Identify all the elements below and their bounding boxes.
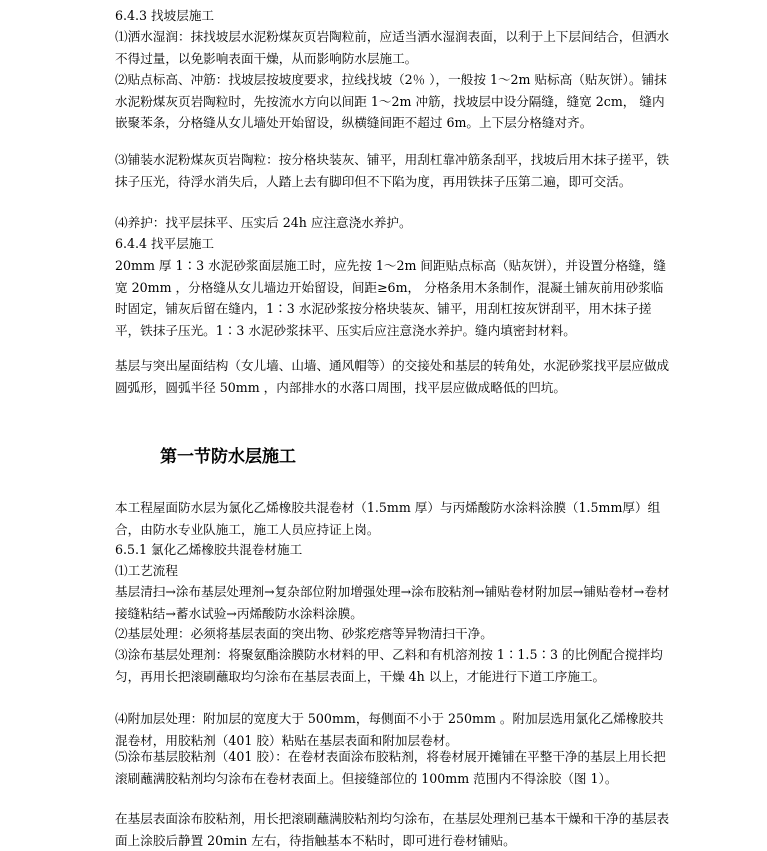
paragraph-curing: ⑷养护：找平层抹平、压实后 24h 应注意浇水养护。: [115, 215, 412, 230]
paragraph-primer: ⑶涂布基层处理剂：将聚氨酯涂膜防水材料的甲、乙料和有机溶剂按 1∶1.5∶3 的比例配合搅拌均匀，再用长把滚刷蘸取均匀涂布在基层表面上，干燥 4h 以上，才能进行下道工序施工。: [115, 647, 663, 684]
chapter-title: 第一节防水层施工: [160, 447, 296, 467]
process-flow-body: 基层清扫→涂布基层处理剂→复杂部位附加增强处理→涂布胶粘剂→铺贴卷材附加层→铺贴卷材→卷材接缝粘结→蓄水试验→丙烯酸防水涂料涂膜。: [115, 584, 670, 621]
paragraph-base-adhesive: 在基层表面涂布胶粘剂，用长把滚刷蘸满胶粘剂均匀涂布，在基层处理剂已基本干燥和干净的基层表面上涂胶后静置 20min 左右，待指触基本不粘时，即可进行卷材铺贴。: [115, 811, 670, 848]
paragraph-elevation-marks: ⑵贴点标高、冲筋：找坡层按坡度要求，拉线找坡（2％ ），一般按 1～2m 贴标高（贴灰饼）。铺抹水泥粉煤灰页岩陶粒时，先按流水方向以间距 1～2m 冲筋，找坡层中设分隔缝，缝宽 2cm， 缝内嵌聚苯条，分格缝从女儿墙处开始留设，纵横缝间距不超过 6m。上下层分格缝对齐。: [115, 72, 667, 130]
section-6-4-4-heading: 6.4.4 找平层施工: [115, 236, 215, 251]
paragraph-intro: 本工程屋面防水层为氯化乙烯橡胶共混卷材（1.5mm 厚）与丙烯酸防水涂料涂膜（1.5mm厚）组合，由防水专业队施工，施工人员应持证上岗。: [115, 500, 661, 537]
paragraph-leveling-mortar: 20mm 厚 1∶3 水泥砂浆面层施工时，应先按 1～2m 间距贴点标高（贴灰饼），并设置分格缝，缝宽 20mm ，分格缝从女儿墙边开始留设，间距≥6m， 分格条用木条制作，混凝土铺灰前用砂浆临时固定，铺灰后留在缝内，1∶3 水泥砂浆按分格块装灰、铺平，用刮杠按灰饼刮平，用木抹子搓平，铁抹子压光。1∶3 水泥砂浆抹平、压实后应注意浇水养护。缝内填密封材料。: [115, 258, 666, 338]
section-6-5-1-heading: 6.5.1 氯化乙烯橡胶共混卷材施工: [115, 542, 303, 557]
paragraph-junction-arcs: 基层与突出屋面结构（女儿墙、山墙、通风帽等）的交接处和基层的转角处，水泥砂浆找平层应做成圆弧形，圆弧半径 50mm ，内部排水的水落口周围，找平层应做成略低的凹坑。: [115, 358, 670, 395]
paragraph-additional-layer: ⑷附加层处理：附加层的宽度大于 500mm，每侧面不小于 250mm 。附加层选用氯化乙烯橡胶共混卷材，用胶粘剂（401 胶）粘贴在基层表面和附加层卷材。: [115, 711, 664, 748]
paragraph-adhesive: ⑸涂布基层胶粘剂（401 胶）：在卷材表面涂布胶粘剂，将卷材展开摊铺在平整干净的基层上用长把滚刷蘸满胶粘剂均匀涂布在卷材表面上。但接缝部位的 100mm 范围内不得涂胶（图 1）。: [115, 749, 666, 786]
paragraph-watering: ⑴洒水湿润：抹找坡层水泥粉煤灰页岩陶粒前，应适当洒水湿润表面，以利于上下层间结合，但洒水不得过量，以免影响表面干燥，从而影响防水层施工。: [115, 29, 670, 66]
process-flow-title: ⑴工艺流程: [115, 563, 178, 578]
paragraph-base-treatment: ⑵基层处理：必须将基层表面的突出物、砂浆疙瘩等异物清扫干净。: [115, 626, 493, 641]
paragraph-laying-ceramsite: ⑶铺装水泥粉煤灰页岩陶粒：按分格块装灰、铺平，用刮杠靠冲筋条刮平，找坡后用木抹子搓平，铁抹子压光，待浮水消失后，人踏上去有脚印但不下陷为度，再用铁抹子压第二遍，即可交活。: [115, 152, 670, 189]
section-6-4-3-heading: 6.4.3 找坡层施工: [115, 8, 215, 23]
